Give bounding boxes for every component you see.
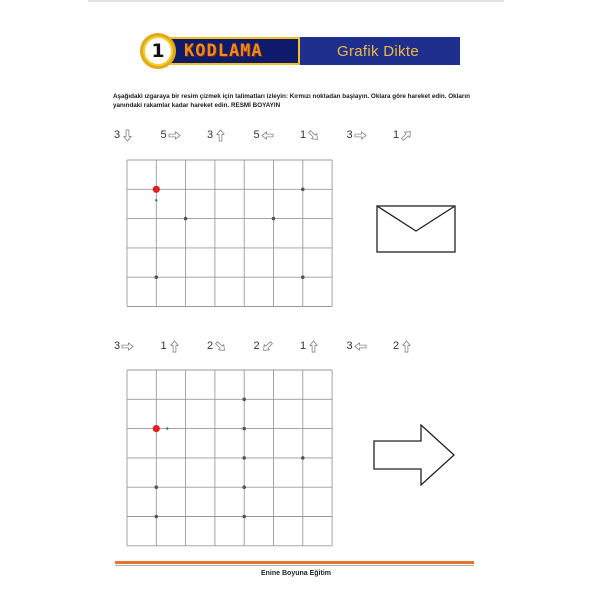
arrow-right-icon — [354, 129, 367, 142]
badge-number: 1 — [145, 38, 171, 64]
grid-dot — [301, 275, 305, 279]
step-3 — [207, 128, 227, 142]
step-count: 1 — [300, 129, 307, 141]
instructions-text: Aşağıdaki ızgaraya bir resim çizmek için talimatları izleyin: Kırmızı noktadan başlayın. Oklara göre hareket edin. Okların yanındaki rakamlar kadar hareket edin. — [113, 93, 470, 109]
step-4 — [254, 339, 274, 353]
step-count: 1 — [300, 340, 307, 352]
step-count: 1 — [160, 340, 167, 352]
page-edge — [88, 0, 504, 2]
step-5 — [300, 128, 320, 142]
step-1 — [114, 339, 134, 353]
exercise1-steps — [114, 128, 444, 142]
exercise2-grid-svg — [126, 369, 333, 547]
grid-dot — [301, 456, 305, 460]
step-count: 2 — [207, 340, 214, 352]
grid-dot — [242, 398, 246, 402]
exercise1-grid[interactable] — [126, 159, 333, 308]
step-2 — [161, 128, 181, 142]
arrow-left-icon — [354, 340, 367, 353]
grid-dot — [155, 485, 159, 489]
arrow-up-icon — [214, 129, 227, 142]
arrow-right-icon — [168, 129, 181, 142]
start-direction-hint — [166, 427, 168, 429]
grid-dot — [155, 515, 159, 519]
arrow-down-icon — [121, 129, 134, 142]
step-5 — [300, 339, 320, 353]
grid-dot — [242, 515, 246, 519]
arrow-down-right-icon — [307, 129, 320, 142]
step-count: 3 — [207, 129, 214, 141]
arrow-up-icon — [307, 340, 320, 353]
grid-dot — [242, 456, 246, 460]
exercise2-steps — [114, 339, 444, 353]
grid-dot — [272, 217, 276, 221]
step-2 — [161, 339, 181, 353]
number-badge — [140, 33, 176, 69]
step-count: 3 — [346, 340, 353, 352]
instructions — [113, 92, 479, 110]
subtitle-block — [296, 37, 460, 65]
header-banner — [140, 33, 460, 69]
arrow-up-icon — [400, 340, 413, 353]
grid-dot — [242, 427, 246, 431]
start-dot — [153, 425, 160, 432]
grid-dot — [301, 188, 305, 192]
footer-rule-thin — [115, 565, 474, 566]
step-count: 3 — [114, 129, 121, 141]
step-count: 2 — [253, 340, 260, 352]
page-subtitle: Grafik Dikte — [337, 42, 419, 60]
step-count: 1 — [393, 129, 400, 141]
footer-text: Enine Boyuna Eğitim — [260, 570, 331, 577]
step-count: 2 — [393, 340, 400, 352]
arrow-up-right-icon — [400, 129, 413, 142]
step-7 — [393, 339, 413, 353]
step-4 — [254, 128, 274, 142]
grid-dot — [242, 485, 246, 489]
arrow-up-icon — [168, 340, 181, 353]
step-3 — [207, 339, 227, 353]
step-1 — [114, 128, 134, 142]
grid-dot — [184, 217, 188, 221]
arrow-down-right-icon — [214, 340, 227, 353]
step-count: 3 — [346, 129, 353, 141]
start-direction-hint — [155, 199, 157, 201]
step-count: 5 — [253, 129, 260, 141]
page-title: KODLAMA — [184, 41, 263, 61]
arrow-down-left-icon — [261, 340, 274, 353]
arrow-left-icon — [261, 129, 274, 142]
step-count: 3 — [114, 340, 121, 352]
arrow-right-icon — [373, 424, 455, 491]
arrow-right-icon — [121, 340, 134, 353]
step-6 — [347, 339, 367, 353]
instructions-emphasis: RESMİ BOYAYIN — [230, 102, 281, 109]
title-block — [162, 37, 300, 65]
grid-dot — [155, 275, 159, 279]
step-count: 5 — [160, 129, 167, 141]
step-7 — [393, 128, 413, 142]
footer-rule — [115, 561, 474, 564]
start-dot — [153, 186, 160, 193]
exercise2-grid[interactable] — [126, 369, 333, 547]
exercise1-grid-svg — [126, 159, 333, 308]
envelope-icon — [376, 205, 456, 258]
step-6 — [347, 128, 367, 142]
